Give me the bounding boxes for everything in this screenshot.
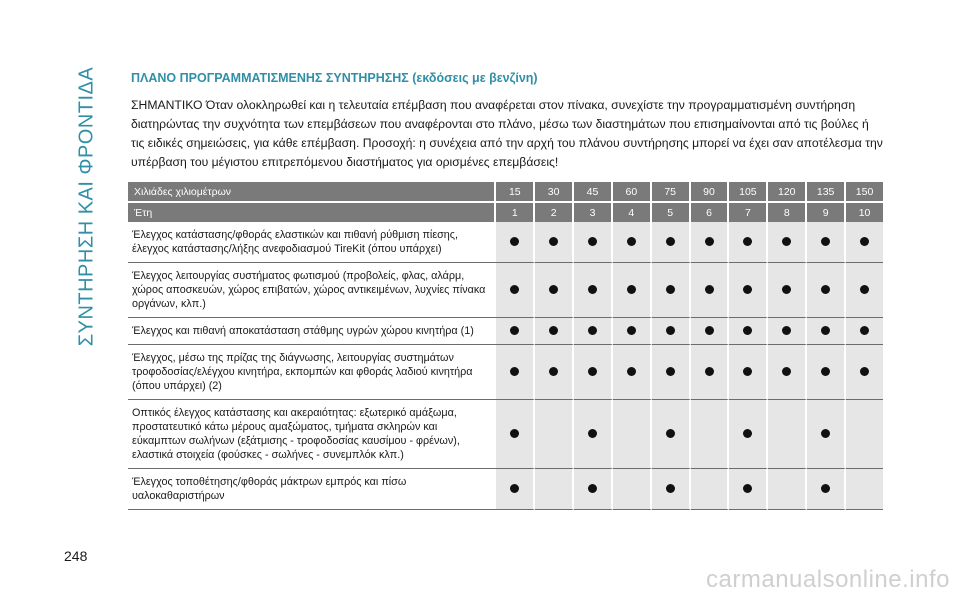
km-header-cell: 90 <box>691 182 730 203</box>
bullet-dot-icon <box>588 326 597 335</box>
bullet-dot-icon <box>860 237 869 246</box>
bullet-dot-icon <box>549 237 558 246</box>
bullet-dot-icon <box>743 429 752 438</box>
interval-cell <box>535 400 574 469</box>
bullet-dot-icon <box>510 429 519 438</box>
watermark-text: carmanualsonline.info <box>706 566 950 593</box>
bullet-dot-icon <box>666 326 675 335</box>
km-header-cell: 75 <box>652 182 691 203</box>
bullet-dot-icon <box>782 326 791 335</box>
interval-cell <box>807 222 846 263</box>
interval-cell <box>613 222 652 263</box>
km-header-cell: 15 <box>496 182 535 203</box>
interval-cell <box>613 469 652 510</box>
km-header-cell: 30 <box>535 182 574 203</box>
interval-cell <box>846 469 883 510</box>
interval-cell <box>768 222 807 263</box>
interval-cell <box>846 400 883 469</box>
bullet-dot-icon <box>782 285 791 294</box>
interval-cell <box>807 318 846 345</box>
bullet-dot-icon <box>627 326 636 335</box>
table-row <box>128 318 883 345</box>
schedule-body <box>128 222 883 510</box>
km-header-cell: 135 <box>807 182 846 203</box>
km-header-cell: 105 <box>729 182 768 203</box>
interval-cell <box>496 400 535 469</box>
interval-cell <box>729 345 768 400</box>
km-header-cell: 150 <box>846 182 883 203</box>
years-header-cell: 8 <box>768 203 807 222</box>
interval-cell <box>691 318 730 345</box>
years-header-cell: 2 <box>535 203 574 222</box>
bullet-dot-icon <box>705 237 714 246</box>
interval-cell <box>496 345 535 400</box>
interval-cell <box>768 345 807 400</box>
interval-cell <box>729 318 768 345</box>
section-heading: ΠΛΑΝΟ ΠΡΟΓΡΑΜΜΑΤΙΣΜΕΝΗΣ ΣΥΝΤΗΡΗΣΗΣ (εκδόσεις με βενζίνη) <box>131 71 538 85</box>
bullet-dot-icon <box>588 237 597 246</box>
interval-cell <box>535 345 574 400</box>
years-header-cell: 3 <box>574 203 613 222</box>
row-description: Έλεγχος τοποθέτησης/φθοράς μάκτρων εμπρός και πίσω υαλοκαθαριστήρων <box>128 469 496 510</box>
interval-cell <box>613 400 652 469</box>
interval-cell <box>496 222 535 263</box>
table-row <box>128 400 883 469</box>
bullet-dot-icon <box>705 326 714 335</box>
interval-cell <box>768 263 807 318</box>
interval-cell <box>691 263 730 318</box>
interval-cell <box>535 263 574 318</box>
bullet-dot-icon <box>705 367 714 376</box>
bullet-dot-icon <box>821 326 830 335</box>
interval-cell <box>652 263 691 318</box>
bullet-dot-icon <box>666 237 675 246</box>
bullet-dot-icon <box>782 237 791 246</box>
bullet-dot-icon <box>743 237 752 246</box>
bullet-dot-icon <box>743 367 752 376</box>
bullet-dot-icon <box>821 285 830 294</box>
interval-cell <box>768 469 807 510</box>
bullet-dot-icon <box>705 285 714 294</box>
years-header-cell: 9 <box>807 203 846 222</box>
table-row <box>128 222 883 263</box>
interval-cell <box>729 400 768 469</box>
bullet-dot-icon <box>627 367 636 376</box>
interval-cell <box>846 318 883 345</box>
bullet-dot-icon <box>782 367 791 376</box>
interval-cell <box>652 469 691 510</box>
bullet-dot-icon <box>588 484 597 493</box>
bullet-dot-icon <box>821 429 830 438</box>
bullet-dot-icon <box>821 484 830 493</box>
years-header-cell: 10 <box>846 203 883 222</box>
interval-cell <box>768 400 807 469</box>
page-number: 248 <box>64 548 88 564</box>
bullet-dot-icon <box>588 285 597 294</box>
interval-cell <box>691 469 730 510</box>
interval-cell <box>535 469 574 510</box>
interval-cell <box>807 263 846 318</box>
interval-cell <box>574 400 613 469</box>
bullet-dot-icon <box>860 285 869 294</box>
chapter-side-title <box>72 36 102 376</box>
bullet-dot-icon <box>821 367 830 376</box>
km-header-row <box>128 182 883 203</box>
table-row <box>128 469 883 510</box>
intro-paragraph: ΣΗΜΑΝΤΙΚΟ Όταν ολοκληρωθεί και η τελευταία επέμβαση που αναφέρεται στον πίνακα, συνεχίστε την προγραμματισμένη συντήρηση διατηρώντας την συχνότητα των επεμβάσεων που αναφέρονται στο πλάνο, μέσω των διαστημάτων που επισημαίνονται από τις βούλες ή τις ειδικές σημειώσεις, για κάθε επέμβαση. Προσοχή: η συνέχεια από την αρχή του πλάνου συντήρησης μπορεί να έχει σαν αποτέλεσμα την υπέρβαση του μέγιστου επιτρεπόμενου διαστήματος για ορισμένες επεμβάσεις! <box>131 98 883 169</box>
bullet-dot-icon <box>510 326 519 335</box>
interval-cell <box>652 222 691 263</box>
interval-cell <box>613 318 652 345</box>
interval-cell <box>535 318 574 345</box>
interval-cell <box>729 263 768 318</box>
km-header-cell: 60 <box>613 182 652 203</box>
years-header-row <box>128 203 883 222</box>
interval-cell <box>496 318 535 345</box>
bullet-dot-icon <box>549 326 558 335</box>
interval-cell <box>652 318 691 345</box>
km-header-cell: 120 <box>768 182 807 203</box>
bullet-dot-icon <box>510 367 519 376</box>
interval-cell <box>613 345 652 400</box>
years-header-label: Έτη <box>128 203 496 222</box>
bullet-dot-icon <box>743 326 752 335</box>
row-description: Έλεγχος κατάστασης/φθοράς ελαστικών και πιθανή ρύθμιση πίεσης, έλεγχος κατάστασης/λήξης ανεφοδιασμού TireKit (όπου υπάρχει) <box>128 222 496 263</box>
bullet-dot-icon <box>743 285 752 294</box>
bullet-dot-icon <box>666 484 675 493</box>
years-header-cell: 4 <box>613 203 652 222</box>
interval-cell <box>496 263 535 318</box>
interval-cell <box>768 318 807 345</box>
years-header-cell: 5 <box>652 203 691 222</box>
interval-cell <box>574 318 613 345</box>
bullet-dot-icon <box>510 285 519 294</box>
bullet-dot-icon <box>666 367 675 376</box>
interval-cell <box>652 400 691 469</box>
interval-cell <box>652 345 691 400</box>
interval-cell <box>691 400 730 469</box>
bullet-dot-icon <box>510 484 519 493</box>
interval-cell <box>729 222 768 263</box>
bullet-dot-icon <box>588 367 597 376</box>
interval-cell <box>846 222 883 263</box>
interval-cell <box>729 469 768 510</box>
interval-cell <box>496 469 535 510</box>
bullet-dot-icon <box>549 367 558 376</box>
interval-cell <box>574 345 613 400</box>
interval-cell <box>846 345 883 400</box>
bullet-dot-icon <box>860 367 869 376</box>
interval-cell <box>846 263 883 318</box>
km-header-cell: 45 <box>574 182 613 203</box>
interval-cell <box>574 222 613 263</box>
bullet-dot-icon <box>549 285 558 294</box>
years-header-cell: 7 <box>729 203 768 222</box>
bullet-dot-icon <box>588 429 597 438</box>
bullet-dot-icon <box>627 285 636 294</box>
km-header-label: Χιλιάδες χιλιομέτρων <box>128 182 496 203</box>
table-row <box>128 345 883 400</box>
bullet-dot-icon <box>860 326 869 335</box>
chapter-title-text: ΣΥΝΤΗΡΗΣΗ ΚΑΙ ΦΡΟΝΤΙΔΑ <box>75 66 98 346</box>
table-row <box>128 263 883 318</box>
bullet-dot-icon <box>821 237 830 246</box>
bullet-dot-icon <box>666 429 675 438</box>
years-header-cell: 1 <box>496 203 535 222</box>
maintenance-schedule-table <box>128 182 883 510</box>
interval-cell <box>807 469 846 510</box>
bullet-dot-icon <box>743 484 752 493</box>
interval-cell <box>691 222 730 263</box>
row-description: Έλεγχος και πιθανή αποκατάσταση στάθμης υγρών χώρου κινητήρα (1) <box>128 318 496 345</box>
row-description: Έλεγχος λειτουργίας συστήματος φωτισμού (προβολείς, φλας, αλάρμ, χώρος αποσκευών, χώρος επιβατών, χώρος αντικειμένων, λυχνίες πίνακα οργάνων, κλπ.) <box>128 263 496 318</box>
bullet-dot-icon <box>666 285 675 294</box>
interval-cell <box>807 345 846 400</box>
row-description: Έλεγχος, μέσω της πρίζας της διάγνωσης, λειτουργίας συστημάτων τροφοδοσίας/ελέγχου κινητήρα, εκπομπών και φθοράς λαδιού κινητήρα (όπου υπάρχει) (2) <box>128 345 496 400</box>
interval-cell <box>574 469 613 510</box>
interval-cell <box>691 345 730 400</box>
row-description: Οπτικός έλεγχος κατάστασης και ακεραιότητας: εξωτερικό αμάξωμα, προστατευτικό κάτω μέρους αμαξώματος, τμήματα σκληρών και εύκαμπτων σωλήνων (εξάτμισης - τροφοδοσίας καυσίμου - φρένων), ελαστικά στοιχεία (φούσκες - σωλήνες - συνεμπλόκ κλπ.) <box>128 400 496 469</box>
bullet-dot-icon <box>510 237 519 246</box>
interval-cell <box>574 263 613 318</box>
interval-cell <box>535 222 574 263</box>
interval-cell <box>613 263 652 318</box>
interval-cell <box>807 400 846 469</box>
bullet-dot-icon <box>627 237 636 246</box>
years-header-cell: 6 <box>691 203 730 222</box>
